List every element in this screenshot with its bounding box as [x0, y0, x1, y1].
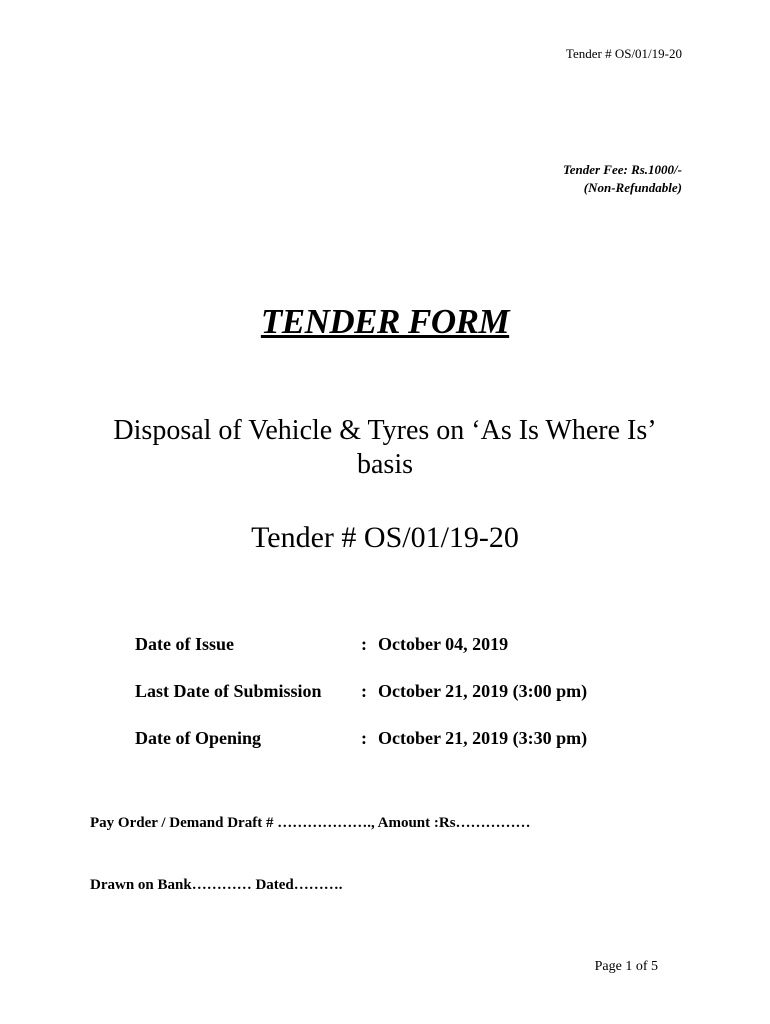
date-label: Date of Issue [135, 634, 234, 654]
header-tender-reference: Tender # OS/01/19-20 [565, 46, 682, 61]
date-label: Date of Opening [135, 728, 261, 748]
tender-subject: Disposal of Vehicle & Tyres on ‘As Is Where Is’ basis [113, 415, 657, 480]
date-row-issue [135, 634, 587, 681]
page-number: Page 1 of 5 [594, 959, 658, 974]
tender-number: Tender # OS/01/19-20 [251, 521, 519, 554]
document-title: TENDER FORM [260, 302, 510, 341]
pay-order-line: Pay Order / Demand Draft # ………………., Amount :Rs…………… [90, 815, 531, 831]
tender-fee-amount: Tender Fee: Rs.1000/- [562, 162, 682, 177]
dates-table [135, 634, 587, 775]
date-separator: : [361, 634, 367, 654]
tender-fee-block [563, 161, 682, 197]
drawn-on-bank-line: Drawn on Bank………… Dated………. [90, 877, 343, 893]
date-separator: : [361, 681, 367, 701]
date-value: October 21, 2019 (3:30 pm) [378, 728, 588, 748]
tender-fee-note: (Non-Refundable) [583, 180, 682, 195]
date-row-submission [135, 681, 587, 728]
date-value: October 21, 2019 (3:00 pm) [378, 681, 588, 701]
date-separator: : [361, 728, 367, 748]
date-row-opening [135, 728, 587, 775]
date-value: October 04, 2019 [378, 634, 509, 654]
date-label: Last Date of Submission [135, 681, 322, 701]
